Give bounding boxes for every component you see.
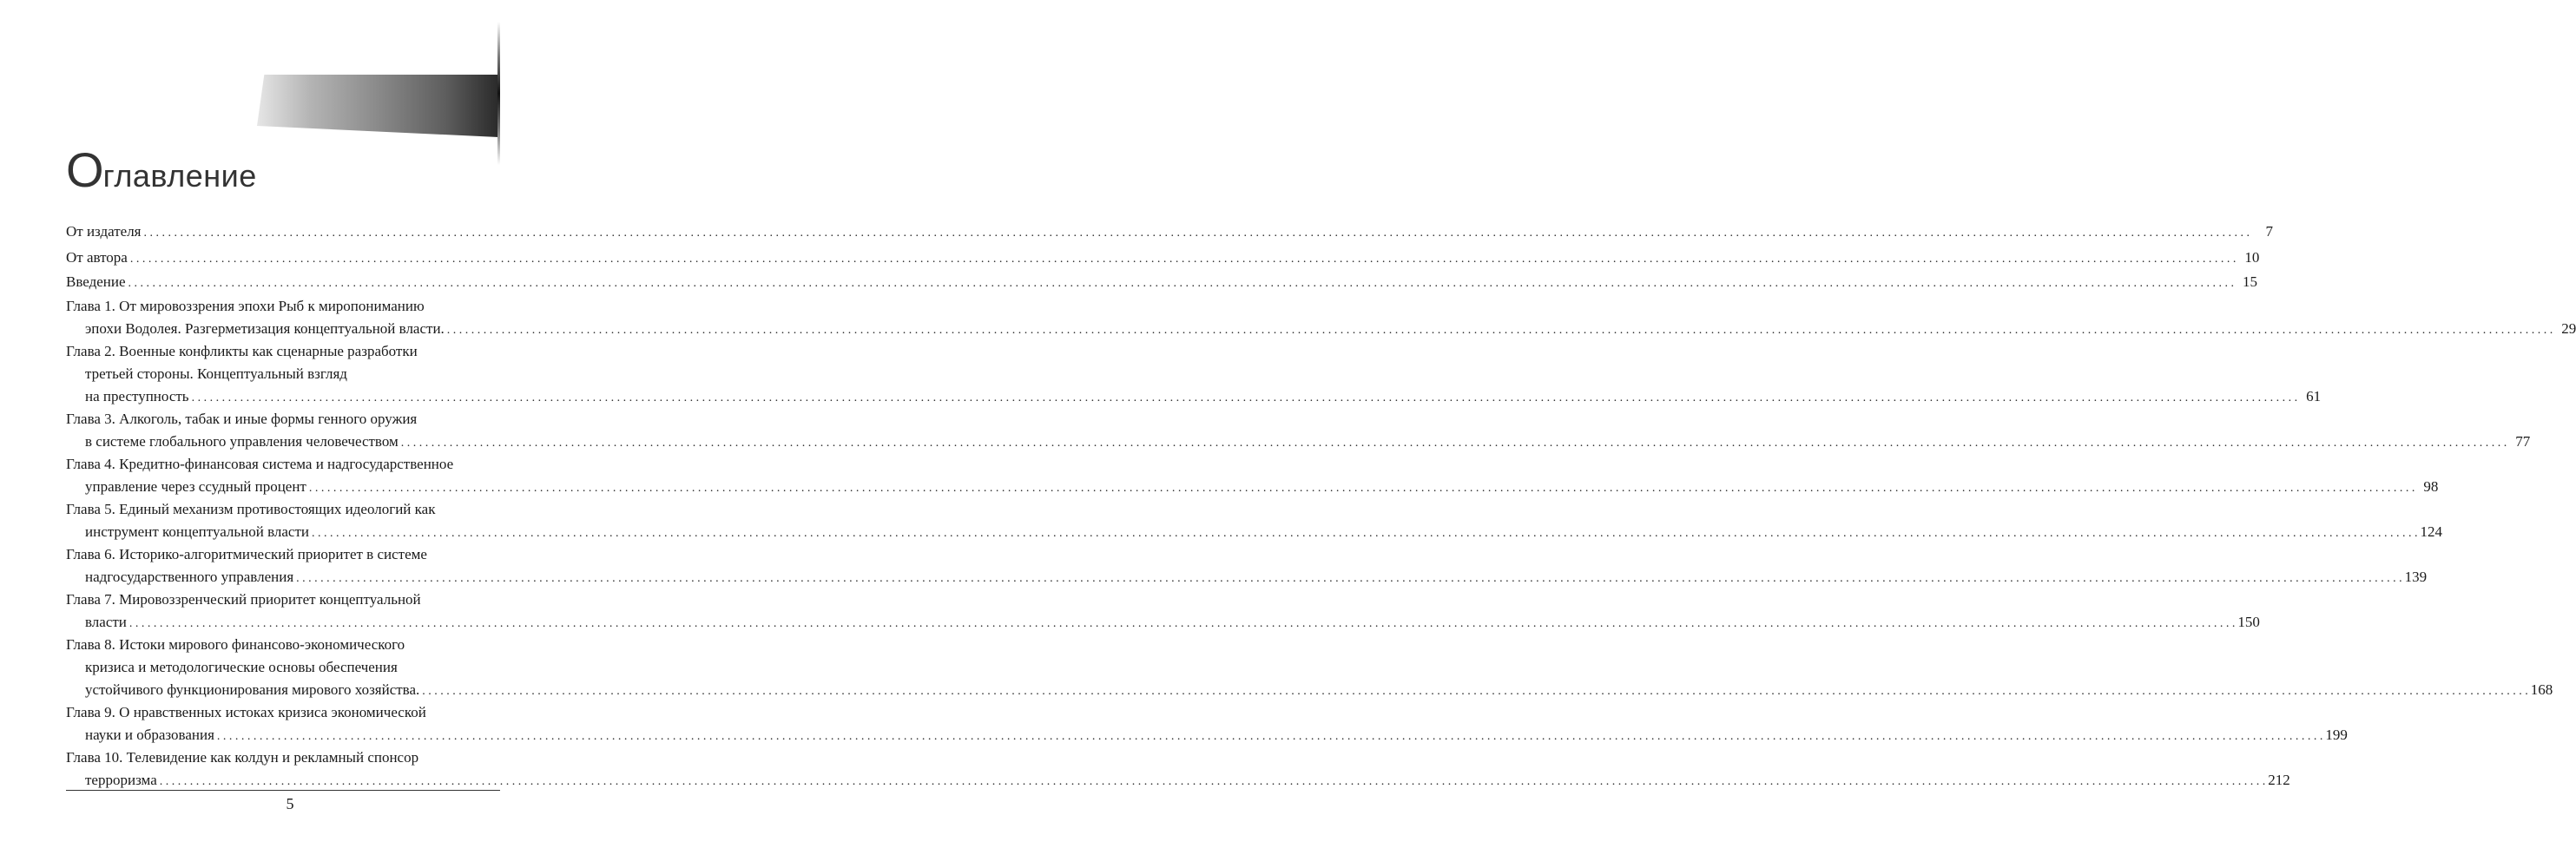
toc-entry-line <box>66 247 2260 269</box>
toc-entry-line <box>66 476 2439 498</box>
toc-entry-line <box>66 385 2322 408</box>
toc-entry-line <box>66 318 2576 340</box>
toc-entry-line <box>66 220 2273 243</box>
toc-entry-line <box>66 724 2348 746</box>
toc-entry-line <box>66 543 500 566</box>
toc-entry-line <box>66 340 500 363</box>
toc-page-number: 212 <box>2268 772 2290 788</box>
toc-entry-line <box>66 271 2258 293</box>
toc-entry-line <box>66 408 500 431</box>
toc-leader-dots <box>422 679 2528 703</box>
toc-entry-text: Глава 1. От мировоззрения эпохи Рыб к миропониманию <box>66 298 425 314</box>
toc-entry[interactable] <box>66 220 2273 243</box>
toc-entry-line <box>66 498 500 521</box>
toc-entry-text: От издателя <box>66 223 142 240</box>
toc-page-number: 199 <box>2325 727 2348 743</box>
toc-leader-dots <box>144 220 2250 245</box>
toc-entry-line <box>66 769 2290 792</box>
toc-entry-text: кризиса и методологические основы обеспечения <box>85 659 398 675</box>
toc-entry-text: надгосударственного управления <box>85 569 294 585</box>
toc-entry-line <box>66 679 2553 701</box>
toc-entry[interactable] <box>66 589 2260 634</box>
toc-entry-text: в системе глобального управления человечеством <box>85 433 399 450</box>
toc-entry-text: власти <box>85 614 127 630</box>
toc-entry-line <box>66 521 2443 543</box>
toc-entry-text: на преступность <box>85 388 189 404</box>
toc-leader-dots <box>217 724 2323 748</box>
toc-leader-dots <box>312 521 2418 545</box>
toc-entry[interactable] <box>66 340 2322 408</box>
toc-leader-dots <box>401 431 2507 455</box>
toc-leader-dots <box>296 566 2402 590</box>
toc-entry-line <box>66 701 500 724</box>
toc-entry-text: управление через ссудный процент <box>85 478 306 495</box>
toc-entry-text: Введение <box>66 273 126 290</box>
toc-entry-text: эпохи Водолея. Разгерметизация концептуальной власти. <box>85 320 445 337</box>
toc-entry-text: Глава 10. Телевидение как колдун и рекламный спонсор <box>66 749 419 766</box>
toc-page-number: 168 <box>2530 681 2553 698</box>
toc-entry[interactable] <box>66 498 2443 543</box>
toc-page-number: 150 <box>2237 614 2260 630</box>
toc-page-number: 7 <box>2265 223 2273 240</box>
toc-page-number: 98 <box>2423 478 2439 495</box>
toc-page-number: 139 <box>2404 569 2428 585</box>
toc-entry-text: Глава 3. Алкоголь, табак и иные формы генного оружия <box>66 411 418 427</box>
toc-entry-line <box>66 656 500 679</box>
title-initial: О <box>66 142 103 197</box>
toc-page-number: 77 <box>2515 433 2531 450</box>
toc-entry[interactable] <box>66 746 2290 792</box>
decorative-edge-line <box>497 22 500 165</box>
toc-leader-dots <box>192 385 2298 410</box>
toc-entry-text: Глава 4. Кредитно-финансовая система и надгосударственное <box>66 456 454 472</box>
toc-entry[interactable] <box>66 408 2531 453</box>
toc-entry-text: терроризма <box>85 772 157 788</box>
toc-entry[interactable] <box>66 701 2348 746</box>
footer-rule <box>66 790 500 791</box>
toc-entry[interactable] <box>66 453 2439 498</box>
toc-page-number: 29 <box>2561 320 2576 337</box>
toc-page-number: 61 <box>2306 388 2322 404</box>
toc-entry-line <box>66 453 500 476</box>
toc-entry-line <box>66 295 500 318</box>
toc-entry-line <box>66 746 500 769</box>
toc-entry-text: устойчивого функционирования мирового хозяйства. <box>85 681 420 698</box>
toc-entry-text: науки и образования <box>85 727 214 743</box>
toc-leader-dots <box>128 271 2235 295</box>
toc-entry-line <box>66 363 500 385</box>
toc-entry-text: Глава 8. Истоки мирового финансово-экономического <box>66 636 405 653</box>
toc-leader-dots <box>309 476 2415 500</box>
toc-entry-text: Глава 5. Единый механизм противостоящих идеологий как <box>66 501 436 517</box>
toc-page-number: 10 <box>2244 249 2260 266</box>
toc-entry-text: Глава 9. О нравственных истоках кризиса экономической <box>66 704 426 720</box>
toc-entry[interactable] <box>66 634 2553 701</box>
toc-entry-line <box>66 611 2260 634</box>
toc-leader-dots <box>129 611 2236 635</box>
toc-page-number: 124 <box>2420 523 2443 540</box>
title-rest: главление <box>102 158 257 194</box>
toc-entry-text: Глава 7. Мировоззренческий приоритет концептуальной <box>66 591 421 608</box>
page-title <box>66 142 257 197</box>
toc-entry[interactable] <box>66 247 2260 269</box>
toc-entry[interactable] <box>66 295 2576 340</box>
toc-entry-line <box>66 634 500 656</box>
toc-entry-text: От автора <box>66 249 128 266</box>
toc-entry-text: Глава 6. Историко-алгоритмический приоритет в системе <box>66 546 427 562</box>
toc-entry-text: Глава 2. Военные конфликты как сценарные разработки <box>66 343 418 359</box>
toc-entry[interactable] <box>66 271 2258 293</box>
toc-page-number: 15 <box>2243 273 2258 290</box>
toc-entry[interactable] <box>66 543 2428 589</box>
toc-entry-line <box>66 431 2531 453</box>
toc-entry-line <box>66 589 500 611</box>
toc-leader-dots <box>447 318 2553 342</box>
decorative-gradient-bar <box>257 75 498 137</box>
toc-entry-text: инструмент концептуальной власти <box>85 523 310 540</box>
toc-entry-line <box>66 566 2428 589</box>
page-number: 5 <box>252 792 328 815</box>
toc-entry-text: третьей стороны. Концептуальный взгляд <box>85 365 347 382</box>
toc-leader-dots <box>130 247 2237 271</box>
